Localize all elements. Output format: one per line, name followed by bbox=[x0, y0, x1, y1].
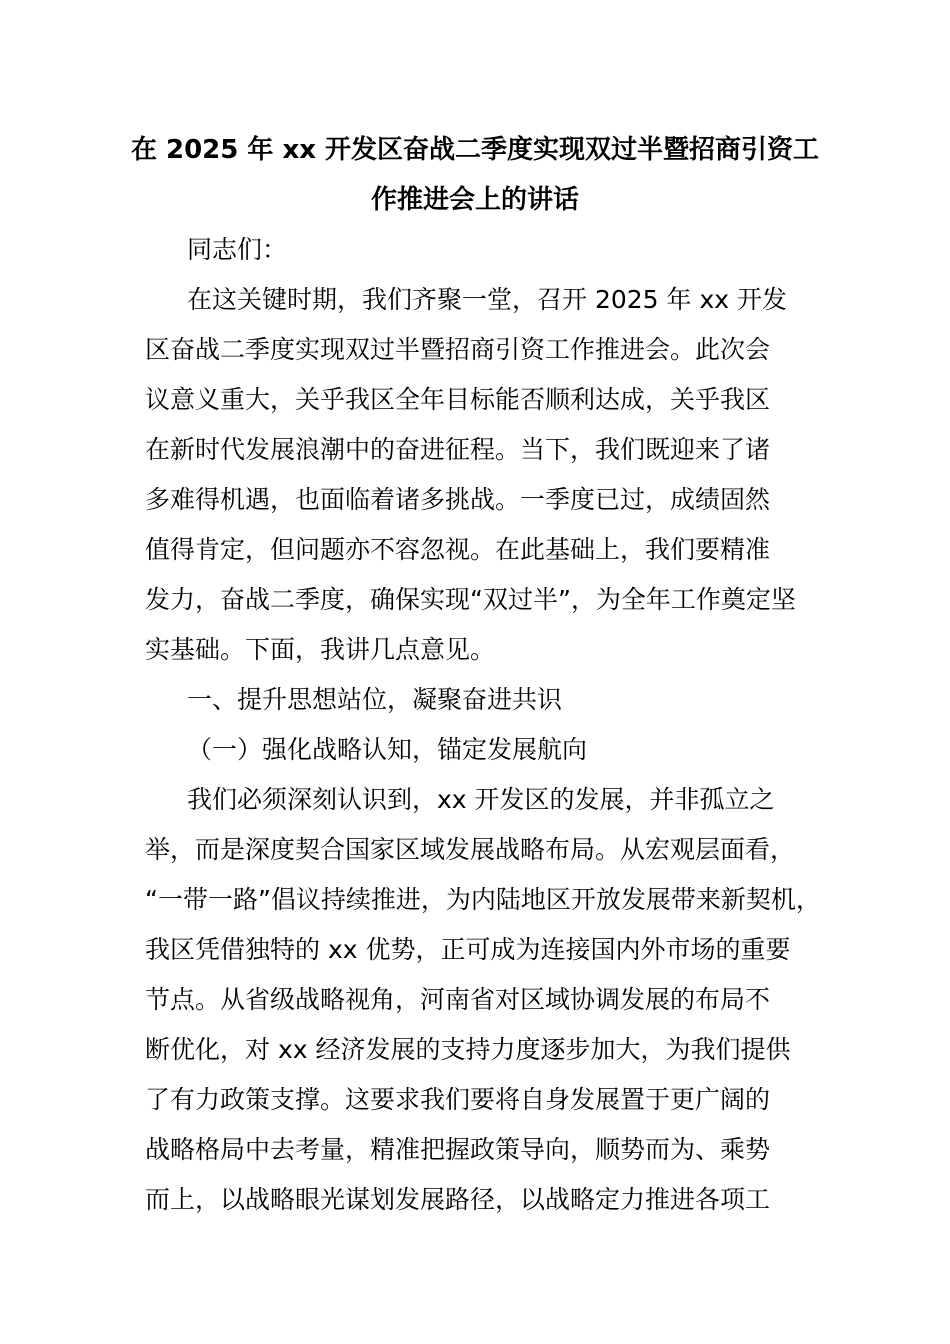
paragraph-opening bbox=[145, 275, 845, 675]
heading-line: （一）强化战略认知，锚定发展航向 bbox=[187, 735, 588, 764]
title-line-1: 在 2025 年 xx 开发区奋战二季度实现双过半暨招商引资工 bbox=[130, 135, 820, 165]
section-heading-1 bbox=[145, 675, 845, 725]
text-line: 而上，以战略眼光谋划发展路径，以战略定力推进各项工 bbox=[145, 1185, 771, 1214]
text-line: 值得肯定，但问题亦不容忽视。在此基础上，我们要精准 bbox=[145, 535, 771, 564]
text-line: 同志们： bbox=[187, 235, 288, 264]
text-line: 议意义重大，关乎我区全年目标能否顺利达成，关乎我区 bbox=[145, 385, 771, 414]
heading-line: 一、提升思想站位，凝聚奋进共识 bbox=[187, 685, 563, 714]
text-line: 战略格局中去考量，精准把握政策导向，顺势而为、乘势 bbox=[145, 1135, 771, 1164]
text-line: 我区凭借独特的 xx 优势，正可成为连接国内外市场的重要 bbox=[145, 935, 791, 964]
document-body bbox=[145, 225, 845, 1225]
text-line: 断优化，对 xx 经济发展的支持力度逐步加大，为我们提供 bbox=[145, 1035, 791, 1064]
text-line: 实基础。下面，我讲几点意见。 bbox=[145, 635, 496, 664]
paragraph-strategy bbox=[145, 775, 845, 1225]
text-line: 多难得机遇，也面临着诸多挑战。一季度已过，成绩固然 bbox=[145, 485, 771, 514]
subsection-heading-1 bbox=[145, 725, 845, 775]
text-line: 在这关键时期，我们齐聚一堂，召开 2025 年 xx 开发 bbox=[187, 285, 788, 314]
text-line: 在新时代发展浪潮中的奋进征程。当下，我们既迎来了诸 bbox=[145, 435, 771, 464]
text-line: 举，而是深度契合国家区域发展战略布局。从宏观层面看， bbox=[145, 835, 796, 864]
text-line: 了有力政策支撑。这要求我们要将自身发展置于更广阔的 bbox=[145, 1085, 771, 1114]
title-line-2: 作推进会上的讲话 bbox=[370, 185, 579, 215]
paragraph-salutation bbox=[145, 225, 845, 275]
text-line: “一带一路”倡议持续推进，为内陆地区开放发展带来新契机， bbox=[145, 885, 821, 914]
text-line: 发力，奋战二季度，确保实现“双过半”，为全年工作奠定坚 bbox=[145, 585, 796, 614]
text-line: 区奋战二季度实现双过半暨招商引资工作推进会。此次会 bbox=[145, 335, 771, 364]
text-line: 节点。从省级战略视角，河南省对区域协调发展的布局不 bbox=[145, 985, 771, 1014]
document-title bbox=[0, 125, 950, 225]
text-line: 我们必须深刻认识到，xx 开发区的发展，并非孤立之 bbox=[187, 785, 775, 814]
